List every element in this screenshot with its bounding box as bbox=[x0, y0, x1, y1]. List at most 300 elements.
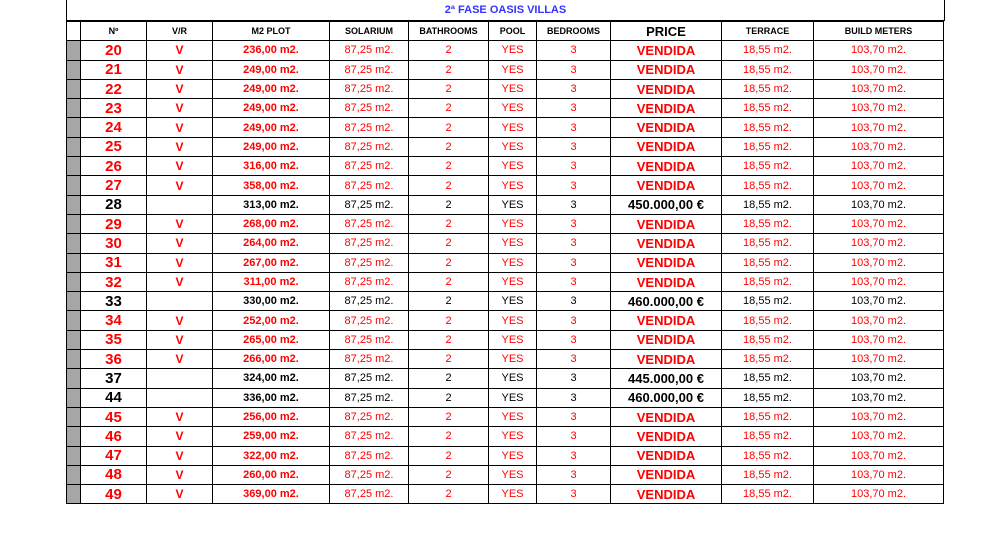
cell-build-meters[interactable]: 103,70 m2. bbox=[814, 60, 944, 79]
cell-price[interactable]: VENDIDA bbox=[611, 330, 722, 349]
cell-number[interactable]: 34 bbox=[81, 311, 147, 330]
cell-m2-plot[interactable]: 358,00 m2. bbox=[213, 176, 330, 195]
header-bedrooms[interactable]: BEDROOMS bbox=[537, 22, 611, 41]
cell-price[interactable]: VENDIDA bbox=[611, 350, 722, 369]
cell-solarium[interactable]: 87,25 m2. bbox=[330, 253, 409, 272]
cell-terrace[interactable]: 18,55 m2. bbox=[722, 60, 814, 79]
cell-vr[interactable]: V bbox=[147, 465, 213, 484]
row-gutter[interactable] bbox=[67, 157, 81, 176]
cell-price[interactable]: VENDIDA bbox=[611, 446, 722, 465]
cell-price[interactable]: VENDIDA bbox=[611, 41, 722, 60]
cell-pool[interactable]: YES bbox=[489, 176, 537, 195]
cell-m2-plot[interactable]: 267,00 m2. bbox=[213, 253, 330, 272]
row-gutter[interactable] bbox=[67, 79, 81, 98]
cell-vr[interactable]: V bbox=[147, 99, 213, 118]
cell-solarium[interactable]: 87,25 m2. bbox=[330, 60, 409, 79]
row-gutter[interactable] bbox=[67, 292, 81, 311]
cell-terrace[interactable]: 18,55 m2. bbox=[722, 465, 814, 484]
cell-build-meters[interactable]: 103,70 m2. bbox=[814, 118, 944, 137]
cell-vr[interactable]: V bbox=[147, 60, 213, 79]
cell-number[interactable]: 28 bbox=[81, 195, 147, 214]
cell-bedrooms[interactable]: 3 bbox=[537, 485, 611, 504]
cell-terrace[interactable]: 18,55 m2. bbox=[722, 176, 814, 195]
cell-pool[interactable]: YES bbox=[489, 157, 537, 176]
cell-number[interactable]: 23 bbox=[81, 99, 147, 118]
cell-solarium[interactable]: 87,25 m2. bbox=[330, 485, 409, 504]
table-row bbox=[67, 253, 944, 272]
cell-bathrooms[interactable]: 2 bbox=[409, 292, 489, 311]
cell-terrace[interactable]: 18,55 m2. bbox=[722, 157, 814, 176]
cell-price[interactable]: VENDIDA bbox=[611, 137, 722, 156]
cell-build-meters[interactable]: 103,70 m2. bbox=[814, 272, 944, 291]
cell-solarium[interactable]: 87,25 m2. bbox=[330, 195, 409, 214]
cell-bedrooms[interactable]: 3 bbox=[537, 369, 611, 388]
cell-pool[interactable]: YES bbox=[489, 99, 537, 118]
cell-m2-plot[interactable]: 330,00 m2. bbox=[213, 292, 330, 311]
row-gutter[interactable] bbox=[67, 485, 81, 504]
cell-build-meters[interactable]: 103,70 m2. bbox=[814, 195, 944, 214]
cell-price[interactable]: VENDIDA bbox=[611, 427, 722, 446]
cell-number[interactable]: 36 bbox=[81, 350, 147, 369]
cell-m2-plot[interactable]: 316,00 m2. bbox=[213, 157, 330, 176]
row-gutter[interactable] bbox=[67, 137, 81, 156]
cell-bathrooms[interactable]: 2 bbox=[409, 446, 489, 465]
cell-price[interactable]: VENDIDA bbox=[611, 176, 722, 195]
cell-build-meters[interactable]: 103,70 m2. bbox=[814, 214, 944, 233]
cell-build-meters[interactable]: 103,70 m2. bbox=[814, 369, 944, 388]
cell-terrace[interactable]: 18,55 m2. bbox=[722, 292, 814, 311]
cell-terrace[interactable]: 18,55 m2. bbox=[722, 195, 814, 214]
cell-solarium[interactable]: 87,25 m2. bbox=[330, 446, 409, 465]
cell-solarium[interactable]: 87,25 m2. bbox=[330, 369, 409, 388]
cell-build-meters[interactable]: 103,70 m2. bbox=[814, 157, 944, 176]
table-row bbox=[67, 176, 944, 195]
cell-terrace[interactable]: 18,55 m2. bbox=[722, 137, 814, 156]
cell-bathrooms[interactable]: 2 bbox=[409, 118, 489, 137]
cell-price[interactable]: VENDIDA bbox=[611, 485, 722, 504]
row-gutter[interactable] bbox=[67, 41, 81, 60]
cell-solarium[interactable]: 87,25 m2. bbox=[330, 41, 409, 60]
cell-solarium[interactable]: 87,25 m2. bbox=[330, 118, 409, 137]
cell-solarium[interactable]: 87,25 m2. bbox=[330, 388, 409, 407]
cell-m2-plot[interactable]: 311,00 m2. bbox=[213, 272, 330, 291]
row-gutter[interactable] bbox=[67, 118, 81, 137]
cell-terrace[interactable]: 18,55 m2. bbox=[722, 485, 814, 504]
cell-number[interactable]: 30 bbox=[81, 234, 147, 253]
cell-m2-plot[interactable]: 252,00 m2. bbox=[213, 311, 330, 330]
cell-m2-plot[interactable]: 313,00 m2. bbox=[213, 195, 330, 214]
row-gutter[interactable] bbox=[67, 311, 81, 330]
cell-bedrooms[interactable]: 3 bbox=[537, 465, 611, 484]
cell-pool[interactable]: YES bbox=[489, 195, 537, 214]
row-gutter[interactable] bbox=[67, 465, 81, 484]
gutter-header bbox=[67, 22, 81, 41]
cell-terrace[interactable]: 18,55 m2. bbox=[722, 214, 814, 233]
cell-number[interactable]: 20 bbox=[81, 41, 147, 60]
cell-bathrooms[interactable]: 2 bbox=[409, 60, 489, 79]
cell-terrace[interactable]: 18,55 m2. bbox=[722, 234, 814, 253]
cell-number[interactable]: 21 bbox=[81, 60, 147, 79]
cell-terrace[interactable]: 18,55 m2. bbox=[722, 272, 814, 291]
cell-vr[interactable]: V bbox=[147, 350, 213, 369]
cell-bedrooms[interactable]: 3 bbox=[537, 272, 611, 291]
cell-bathrooms[interactable]: 2 bbox=[409, 99, 489, 118]
cell-terrace[interactable]: 18,55 m2. bbox=[722, 118, 814, 137]
row-gutter[interactable] bbox=[67, 407, 81, 426]
cell-m2-plot[interactable]: 324,00 m2. bbox=[213, 369, 330, 388]
cell-solarium[interactable]: 87,25 m2. bbox=[330, 214, 409, 233]
cell-price[interactable]: VENDIDA bbox=[611, 311, 722, 330]
cell-solarium[interactable]: 87,25 m2. bbox=[330, 234, 409, 253]
cell-bedrooms[interactable]: 3 bbox=[537, 253, 611, 272]
cell-vr[interactable]: V bbox=[147, 485, 213, 504]
cell-number[interactable]: 45 bbox=[81, 407, 147, 426]
cell-terrace[interactable]: 18,55 m2. bbox=[722, 41, 814, 60]
cell-bedrooms[interactable]: 3 bbox=[537, 195, 611, 214]
cell-price[interactable]: 460.000,00 € bbox=[611, 388, 722, 407]
row-gutter[interactable] bbox=[67, 446, 81, 465]
cell-bedrooms[interactable]: 3 bbox=[537, 118, 611, 137]
header-vr[interactable]: V/R bbox=[147, 22, 213, 41]
cell-number[interactable]: 44 bbox=[81, 388, 147, 407]
cell-m2-plot[interactable]: 268,00 m2. bbox=[213, 214, 330, 233]
cell-solarium[interactable]: 87,25 m2. bbox=[330, 407, 409, 426]
cell-pool[interactable]: YES bbox=[489, 427, 537, 446]
cell-number[interactable]: 24 bbox=[81, 118, 147, 137]
cell-build-meters[interactable]: 103,70 m2. bbox=[814, 311, 944, 330]
cell-pool[interactable]: YES bbox=[489, 407, 537, 426]
cell-bathrooms[interactable]: 2 bbox=[409, 311, 489, 330]
row-gutter[interactable] bbox=[67, 330, 81, 349]
cell-number[interactable]: 25 bbox=[81, 137, 147, 156]
cell-build-meters[interactable]: 103,70 m2. bbox=[814, 292, 944, 311]
table-row bbox=[67, 388, 944, 407]
cell-pool[interactable]: YES bbox=[489, 214, 537, 233]
table-row bbox=[67, 272, 944, 291]
cell-price[interactable]: 445.000,00 € bbox=[611, 369, 722, 388]
table-row bbox=[67, 485, 944, 504]
header-bathrooms[interactable]: BATHROOMS bbox=[409, 22, 489, 41]
cell-bathrooms[interactable]: 2 bbox=[409, 465, 489, 484]
cell-pool[interactable]: YES bbox=[489, 137, 537, 156]
table-row bbox=[67, 157, 944, 176]
cell-number[interactable]: 26 bbox=[81, 157, 147, 176]
cell-build-meters[interactable]: 103,70 m2. bbox=[814, 350, 944, 369]
cell-terrace[interactable]: 18,55 m2. bbox=[722, 388, 814, 407]
cell-price[interactable]: VENDIDA bbox=[611, 60, 722, 79]
row-gutter[interactable] bbox=[67, 99, 81, 118]
cell-terrace[interactable]: 18,55 m2. bbox=[722, 407, 814, 426]
cell-m2-plot[interactable]: 266,00 m2. bbox=[213, 350, 330, 369]
table-row bbox=[67, 195, 944, 214]
cell-solarium[interactable]: 87,25 m2. bbox=[330, 292, 409, 311]
cell-price[interactable]: VENDIDA bbox=[611, 272, 722, 291]
row-gutter[interactable] bbox=[67, 214, 81, 233]
cell-vr[interactable] bbox=[147, 292, 213, 311]
cell-number[interactable]: 29 bbox=[81, 214, 147, 233]
cell-terrace[interactable]: 18,55 m2. bbox=[722, 79, 814, 98]
cell-terrace[interactable]: 18,55 m2. bbox=[722, 427, 814, 446]
header-row bbox=[67, 22, 944, 41]
cell-vr[interactable]: V bbox=[147, 137, 213, 156]
cell-build-meters[interactable]: 103,70 m2. bbox=[814, 41, 944, 60]
cell-bathrooms[interactable]: 2 bbox=[409, 234, 489, 253]
table-row bbox=[67, 311, 944, 330]
cell-m2-plot[interactable]: 265,00 m2. bbox=[213, 330, 330, 349]
table-row bbox=[67, 41, 944, 60]
cell-vr[interactable] bbox=[147, 195, 213, 214]
cell-bedrooms[interactable]: 3 bbox=[537, 330, 611, 349]
cell-solarium[interactable]: 87,25 m2. bbox=[330, 99, 409, 118]
cell-number[interactable]: 49 bbox=[81, 485, 147, 504]
cell-build-meters[interactable]: 103,70 m2. bbox=[814, 234, 944, 253]
cell-vr[interactable]: V bbox=[147, 427, 213, 446]
cell-bedrooms[interactable]: 3 bbox=[537, 157, 611, 176]
header-price[interactable]: PRICE bbox=[611, 22, 722, 41]
cell-bathrooms[interactable]: 2 bbox=[409, 407, 489, 426]
cell-solarium[interactable]: 87,25 m2. bbox=[330, 272, 409, 291]
cell-build-meters[interactable]: 103,70 m2. bbox=[814, 485, 944, 504]
cell-pool[interactable]: YES bbox=[489, 41, 537, 60]
villas-sheet bbox=[66, 0, 943, 533]
cell-m2-plot[interactable]: 249,00 m2. bbox=[213, 60, 330, 79]
cell-terrace[interactable]: 18,55 m2. bbox=[722, 446, 814, 465]
cell-terrace[interactable]: 18,55 m2. bbox=[722, 311, 814, 330]
row-gutter[interactable] bbox=[67, 388, 81, 407]
cell-vr[interactable] bbox=[147, 388, 213, 407]
table-row bbox=[67, 369, 944, 388]
cell-solarium[interactable]: 87,25 m2. bbox=[330, 465, 409, 484]
cell-vr[interactable]: V bbox=[147, 272, 213, 291]
cell-price[interactable]: VENDIDA bbox=[611, 407, 722, 426]
cell-bathrooms[interactable]: 2 bbox=[409, 157, 489, 176]
cell-price[interactable]: VENDIDA bbox=[611, 253, 722, 272]
cell-number[interactable]: 48 bbox=[81, 465, 147, 484]
cell-solarium[interactable]: 87,25 m2. bbox=[330, 350, 409, 369]
cell-vr[interactable]: V bbox=[147, 253, 213, 272]
cell-bathrooms[interactable]: 2 bbox=[409, 369, 489, 388]
cell-bedrooms[interactable]: 3 bbox=[537, 446, 611, 465]
cell-bathrooms[interactable]: 2 bbox=[409, 79, 489, 98]
header-build-meters[interactable]: BUILD METERS bbox=[814, 22, 944, 41]
table-row bbox=[67, 407, 944, 426]
row-gutter[interactable] bbox=[67, 60, 81, 79]
cell-bathrooms[interactable]: 2 bbox=[409, 388, 489, 407]
cell-vr[interactable]: V bbox=[147, 176, 213, 195]
cell-build-meters[interactable]: 103,70 m2. bbox=[814, 427, 944, 446]
cell-bedrooms[interactable]: 3 bbox=[537, 176, 611, 195]
cell-price[interactable]: VENDIDA bbox=[611, 157, 722, 176]
cell-build-meters[interactable]: 103,70 m2. bbox=[814, 465, 944, 484]
header-m2-plot[interactable]: M2 PLOT bbox=[213, 22, 330, 41]
header-no[interactable]: Nº bbox=[81, 22, 147, 41]
cell-number[interactable]: 37 bbox=[81, 369, 147, 388]
cell-m2-plot[interactable]: 249,00 m2. bbox=[213, 137, 330, 156]
cell-build-meters[interactable]: 103,70 m2. bbox=[814, 330, 944, 349]
cell-solarium[interactable]: 87,25 m2. bbox=[330, 330, 409, 349]
cell-build-meters[interactable]: 103,70 m2. bbox=[814, 253, 944, 272]
cell-build-meters[interactable]: 103,70 m2. bbox=[814, 137, 944, 156]
cell-pool[interactable]: YES bbox=[489, 330, 537, 349]
cell-bedrooms[interactable]: 3 bbox=[537, 427, 611, 446]
cell-build-meters[interactable]: 103,70 m2. bbox=[814, 407, 944, 426]
cell-m2-plot[interactable]: 322,00 m2. bbox=[213, 446, 330, 465]
cell-bedrooms[interactable]: 3 bbox=[537, 350, 611, 369]
row-gutter[interactable] bbox=[67, 427, 81, 446]
cell-bedrooms[interactable]: 3 bbox=[537, 99, 611, 118]
cell-vr[interactable] bbox=[147, 369, 213, 388]
cell-bedrooms[interactable]: 3 bbox=[537, 214, 611, 233]
cell-pool[interactable]: YES bbox=[489, 350, 537, 369]
cell-bathrooms[interactable]: 2 bbox=[409, 330, 489, 349]
cell-price[interactable]: VENDIDA bbox=[611, 465, 722, 484]
cell-number[interactable]: 22 bbox=[81, 79, 147, 98]
cell-bathrooms[interactable]: 2 bbox=[409, 253, 489, 272]
cell-vr[interactable]: V bbox=[147, 234, 213, 253]
row-gutter[interactable] bbox=[67, 272, 81, 291]
cell-m2-plot[interactable]: 264,00 m2. bbox=[213, 234, 330, 253]
cell-number[interactable]: 32 bbox=[81, 272, 147, 291]
row-gutter[interactable] bbox=[67, 253, 81, 272]
cell-bedrooms[interactable]: 3 bbox=[537, 292, 611, 311]
table-row bbox=[67, 137, 944, 156]
cell-m2-plot[interactable]: 236,00 m2. bbox=[213, 41, 330, 60]
cell-vr[interactable]: V bbox=[147, 79, 213, 98]
cell-price[interactable]: VENDIDA bbox=[611, 118, 722, 137]
cell-vr[interactable]: V bbox=[147, 157, 213, 176]
cell-vr[interactable]: V bbox=[147, 118, 213, 137]
cell-vr[interactable]: V bbox=[147, 41, 213, 60]
table-row bbox=[67, 214, 944, 233]
cell-bedrooms[interactable]: 3 bbox=[537, 60, 611, 79]
cell-number[interactable]: 35 bbox=[81, 330, 147, 349]
cell-build-meters[interactable]: 103,70 m2. bbox=[814, 99, 944, 118]
cell-price[interactable]: VENDIDA bbox=[611, 99, 722, 118]
cell-bedrooms[interactable]: 3 bbox=[537, 311, 611, 330]
header-solarium[interactable]: SOLARIUM bbox=[330, 22, 409, 41]
cell-price[interactable]: VENDIDA bbox=[611, 214, 722, 233]
cell-bathrooms[interactable]: 2 bbox=[409, 137, 489, 156]
cell-pool[interactable]: YES bbox=[489, 79, 537, 98]
table-row bbox=[67, 465, 944, 484]
cell-terrace[interactable]: 18,55 m2. bbox=[722, 253, 814, 272]
row-gutter[interactable] bbox=[67, 234, 81, 253]
villas-table bbox=[66, 21, 944, 504]
cell-m2-plot[interactable]: 249,00 m2. bbox=[213, 99, 330, 118]
table-row bbox=[67, 234, 944, 253]
cell-bathrooms[interactable]: 2 bbox=[409, 176, 489, 195]
cell-price[interactable]: VENDIDA bbox=[611, 79, 722, 98]
cell-m2-plot[interactable]: 259,00 m2. bbox=[213, 427, 330, 446]
cell-number[interactable]: 46 bbox=[81, 427, 147, 446]
cell-build-meters[interactable]: 103,70 m2. bbox=[814, 176, 944, 195]
cell-pool[interactable]: YES bbox=[489, 253, 537, 272]
cell-bathrooms[interactable]: 2 bbox=[409, 485, 489, 504]
cell-pool[interactable]: YES bbox=[489, 60, 537, 79]
cell-bathrooms[interactable]: 2 bbox=[409, 195, 489, 214]
cell-number[interactable]: 33 bbox=[81, 292, 147, 311]
cell-price[interactable]: 460.000,00 € bbox=[611, 292, 722, 311]
cell-pool[interactable]: YES bbox=[489, 118, 537, 137]
sheet-title[interactable]: 2ª FASE OASIS VILLAS bbox=[66, 0, 945, 21]
cell-pool[interactable]: YES bbox=[489, 272, 537, 291]
cell-bedrooms[interactable]: 3 bbox=[537, 234, 611, 253]
table-row bbox=[67, 118, 944, 137]
table-row bbox=[67, 446, 944, 465]
cell-solarium[interactable]: 87,25 m2. bbox=[330, 79, 409, 98]
row-gutter[interactable] bbox=[67, 195, 81, 214]
cell-bedrooms[interactable]: 3 bbox=[537, 407, 611, 426]
table-row bbox=[67, 350, 944, 369]
cell-pool[interactable]: YES bbox=[489, 234, 537, 253]
cell-solarium[interactable]: 87,25 m2. bbox=[330, 176, 409, 195]
cell-number[interactable]: 47 bbox=[81, 446, 147, 465]
cell-build-meters[interactable]: 103,70 m2. bbox=[814, 388, 944, 407]
cell-bathrooms[interactable]: 2 bbox=[409, 214, 489, 233]
table-row bbox=[67, 292, 944, 311]
header-pool[interactable]: POOL bbox=[489, 22, 537, 41]
cell-number[interactable]: 27 bbox=[81, 176, 147, 195]
cell-pool[interactable]: YES bbox=[489, 446, 537, 465]
cell-pool[interactable]: YES bbox=[489, 292, 537, 311]
cell-terrace[interactable]: 18,55 m2. bbox=[722, 350, 814, 369]
cell-bedrooms[interactable]: 3 bbox=[537, 388, 611, 407]
cell-number[interactable]: 31 bbox=[81, 253, 147, 272]
row-gutter[interactable] bbox=[67, 176, 81, 195]
cell-vr[interactable]: V bbox=[147, 214, 213, 233]
cell-solarium[interactable]: 87,25 m2. bbox=[330, 311, 409, 330]
cell-bedrooms[interactable]: 3 bbox=[537, 137, 611, 156]
cell-pool[interactable]: YES bbox=[489, 485, 537, 504]
cell-bathrooms[interactable]: 2 bbox=[409, 272, 489, 291]
cell-vr[interactable]: V bbox=[147, 446, 213, 465]
cell-solarium[interactable]: 87,25 m2. bbox=[330, 427, 409, 446]
cell-bathrooms[interactable]: 2 bbox=[409, 350, 489, 369]
cell-vr[interactable]: V bbox=[147, 407, 213, 426]
cell-pool[interactable]: YES bbox=[489, 369, 537, 388]
cell-pool[interactable]: YES bbox=[489, 388, 537, 407]
cell-pool[interactable]: YES bbox=[489, 311, 537, 330]
cell-m2-plot[interactable]: 256,00 m2. bbox=[213, 407, 330, 426]
cell-price[interactable]: VENDIDA bbox=[611, 234, 722, 253]
cell-m2-plot[interactable]: 369,00 m2. bbox=[213, 485, 330, 504]
cell-bedrooms[interactable]: 3 bbox=[537, 79, 611, 98]
cell-vr[interactable]: V bbox=[147, 311, 213, 330]
cell-build-meters[interactable]: 103,70 m2. bbox=[814, 446, 944, 465]
cell-m2-plot[interactable]: 249,00 m2. bbox=[213, 79, 330, 98]
row-gutter[interactable] bbox=[67, 350, 81, 369]
cell-m2-plot[interactable]: 260,00 m2. bbox=[213, 465, 330, 484]
cell-solarium[interactable]: 87,25 m2. bbox=[330, 137, 409, 156]
header-terrace[interactable]: TERRACE bbox=[722, 22, 814, 41]
cell-bedrooms[interactable]: 3 bbox=[537, 41, 611, 60]
row-gutter[interactable] bbox=[67, 369, 81, 388]
cell-bathrooms[interactable]: 2 bbox=[409, 427, 489, 446]
cell-build-meters[interactable]: 103,70 m2. bbox=[814, 79, 944, 98]
cell-pool[interactable]: YES bbox=[489, 465, 537, 484]
cell-solarium[interactable]: 87,25 m2. bbox=[330, 157, 409, 176]
cell-vr[interactable]: V bbox=[147, 330, 213, 349]
cell-m2-plot[interactable]: 336,00 m2. bbox=[213, 388, 330, 407]
cell-terrace[interactable]: 18,55 m2. bbox=[722, 99, 814, 118]
cell-bathrooms[interactable]: 2 bbox=[409, 41, 489, 60]
cell-price[interactable]: 450.000,00 € bbox=[611, 195, 722, 214]
cell-terrace[interactable]: 18,55 m2. bbox=[722, 369, 814, 388]
table-row bbox=[67, 99, 944, 118]
table-row bbox=[67, 60, 944, 79]
cell-terrace[interactable]: 18,55 m2. bbox=[722, 330, 814, 349]
cell-m2-plot[interactable]: 249,00 m2. bbox=[213, 118, 330, 137]
